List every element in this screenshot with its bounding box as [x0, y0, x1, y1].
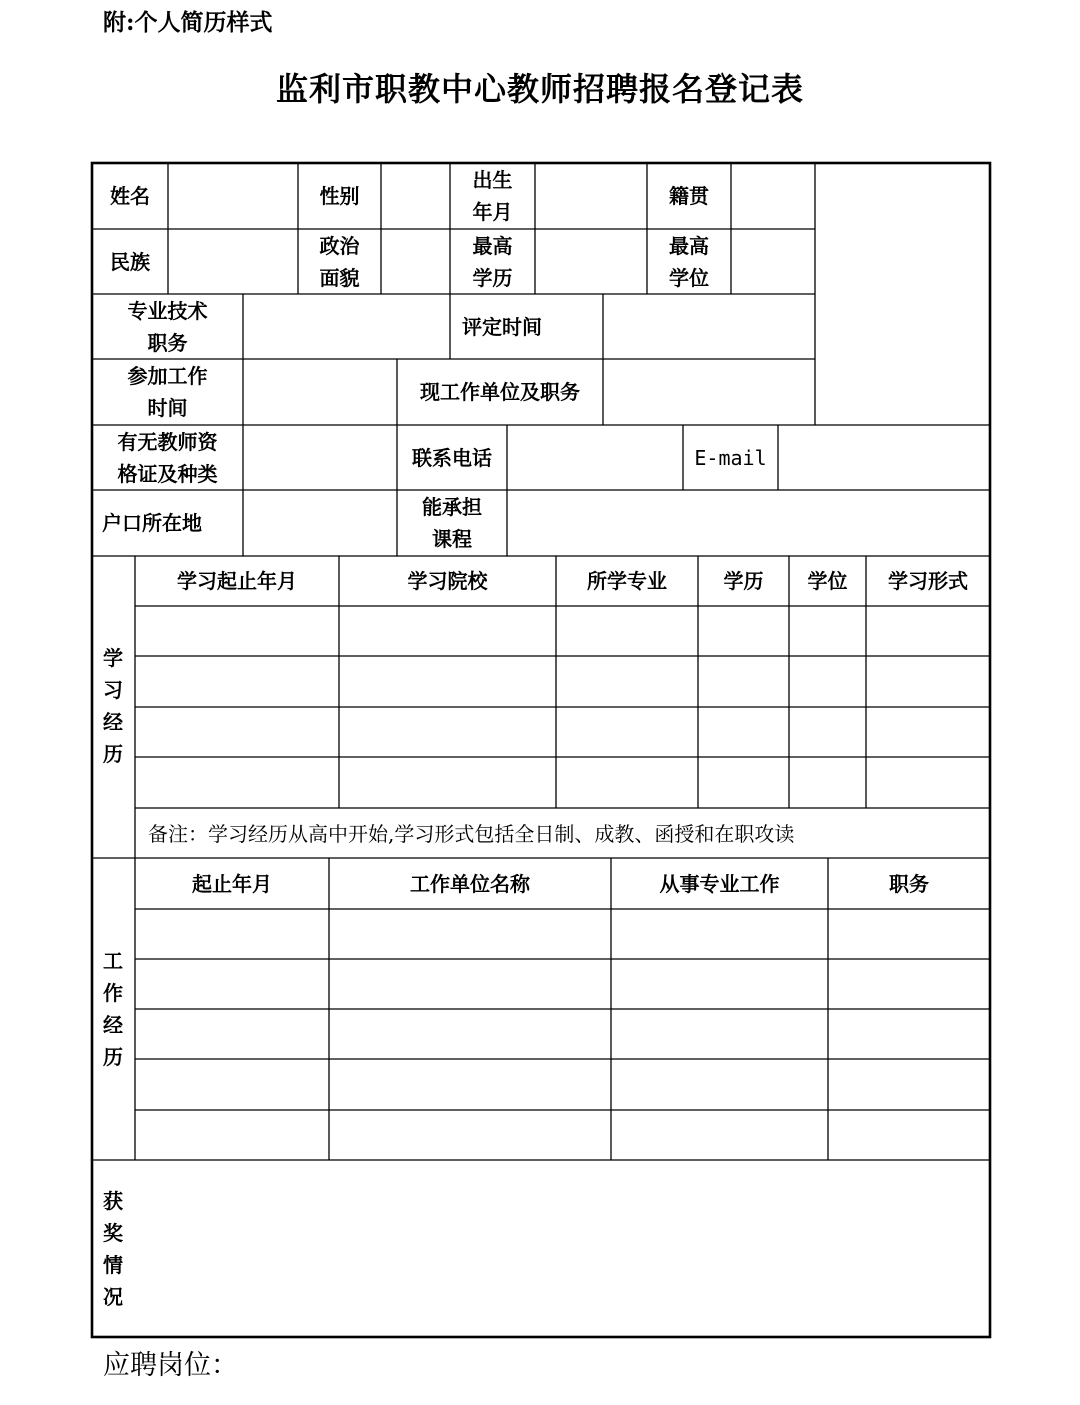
work-header-specialty: 从事专业工作 — [659, 871, 780, 896]
current-employer-field[interactable] — [603, 359, 815, 425]
work-header-employer: 工作单位名称 — [410, 871, 530, 896]
highest-degree-field[interactable] — [731, 229, 815, 294]
study-note: 备注：学习经历从高中开始,学习形式包括全日制、成教、函授和在职攻读 — [148, 822, 795, 846]
label-phone: 联系电话 — [412, 445, 492, 470]
study-header-major: 所学专业 — [587, 569, 667, 593]
email-field[interactable] — [778, 425, 990, 490]
label-native-place: 籍贯 — [669, 184, 709, 208]
label-work-start-time: 参加工作 时间 — [127, 364, 208, 420]
household-field[interactable] — [243, 490, 397, 556]
label-ethnicity: 民族 — [110, 249, 150, 274]
birth-field[interactable] — [535, 163, 647, 229]
awards-section-label: 获奖情况 — [103, 1189, 123, 1309]
study-header-education: 学历 — [723, 569, 764, 593]
work-row[interactable] — [135, 1059, 990, 1110]
study-row[interactable] — [135, 707, 990, 757]
study-header-degree: 学位 — [807, 569, 848, 593]
professional-title-field[interactable] — [243, 294, 450, 359]
work-row[interactable] — [135, 1009, 990, 1059]
name-field[interactable] — [168, 163, 298, 229]
work-header-position: 职务 — [889, 871, 929, 896]
phone-field[interactable] — [507, 425, 683, 490]
political-status-field[interactable] — [381, 229, 450, 294]
work-row[interactable] — [135, 909, 990, 959]
study-header-period: 学习起止年月 — [177, 569, 297, 593]
form-title: 监利市职教中心教师招聘报名登记表 — [275, 70, 804, 108]
highest-education-field[interactable] — [535, 229, 647, 294]
applied-position-label: 应聘岗位： — [103, 1350, 238, 1381]
study-header-school: 学习院校 — [407, 569, 488, 593]
study-row[interactable] — [135, 757, 990, 808]
label-teacher-cert: 有无教师资 格证及种类 — [117, 429, 218, 486]
work-start-time-field[interactable] — [243, 359, 397, 425]
work-row[interactable] — [135, 959, 990, 1009]
photo-area[interactable] — [815, 163, 990, 425]
label-current-employer: 现工作单位及职务 — [420, 380, 580, 404]
study-header-mode: 学习形式 — [888, 569, 968, 593]
label-email: E-mail — [694, 445, 767, 470]
label-gender: 性别 — [319, 184, 360, 208]
courses-field[interactable] — [507, 490, 990, 556]
work-header-period: 起止年月 — [192, 871, 272, 896]
work-row[interactable] — [135, 1110, 990, 1160]
study-row[interactable] — [135, 656, 990, 707]
study-row[interactable] — [135, 606, 990, 656]
label-name: 姓名 — [110, 184, 150, 208]
label-household: 户口所在地 — [102, 511, 202, 535]
teacher-cert-field[interactable] — [243, 425, 397, 490]
annex-heading: 附:个人简历样式 — [103, 9, 273, 36]
label-professional-title: 专业技术 职务 — [127, 298, 208, 355]
label-courses: 能承担 课程 — [422, 495, 482, 551]
gender-field[interactable] — [381, 163, 450, 229]
native-place-field[interactable] — [731, 163, 815, 229]
ethnicity-field[interactable] — [168, 229, 298, 294]
label-birth: 出生 年月 — [472, 168, 513, 224]
work-section-label: 工作经历 — [103, 949, 123, 1069]
label-political-status: 政治 面貌 — [319, 233, 360, 290]
awards-content-field[interactable] — [135, 1160, 990, 1337]
label-rating-time: 评定时间 — [462, 314, 542, 339]
label-highest-education: 最高 学历 — [472, 233, 513, 290]
label-highest-degree: 最高 学位 — [669, 233, 709, 290]
study-section-label: 学习经历 — [103, 646, 123, 766]
rating-time-field[interactable] — [603, 294, 815, 359]
